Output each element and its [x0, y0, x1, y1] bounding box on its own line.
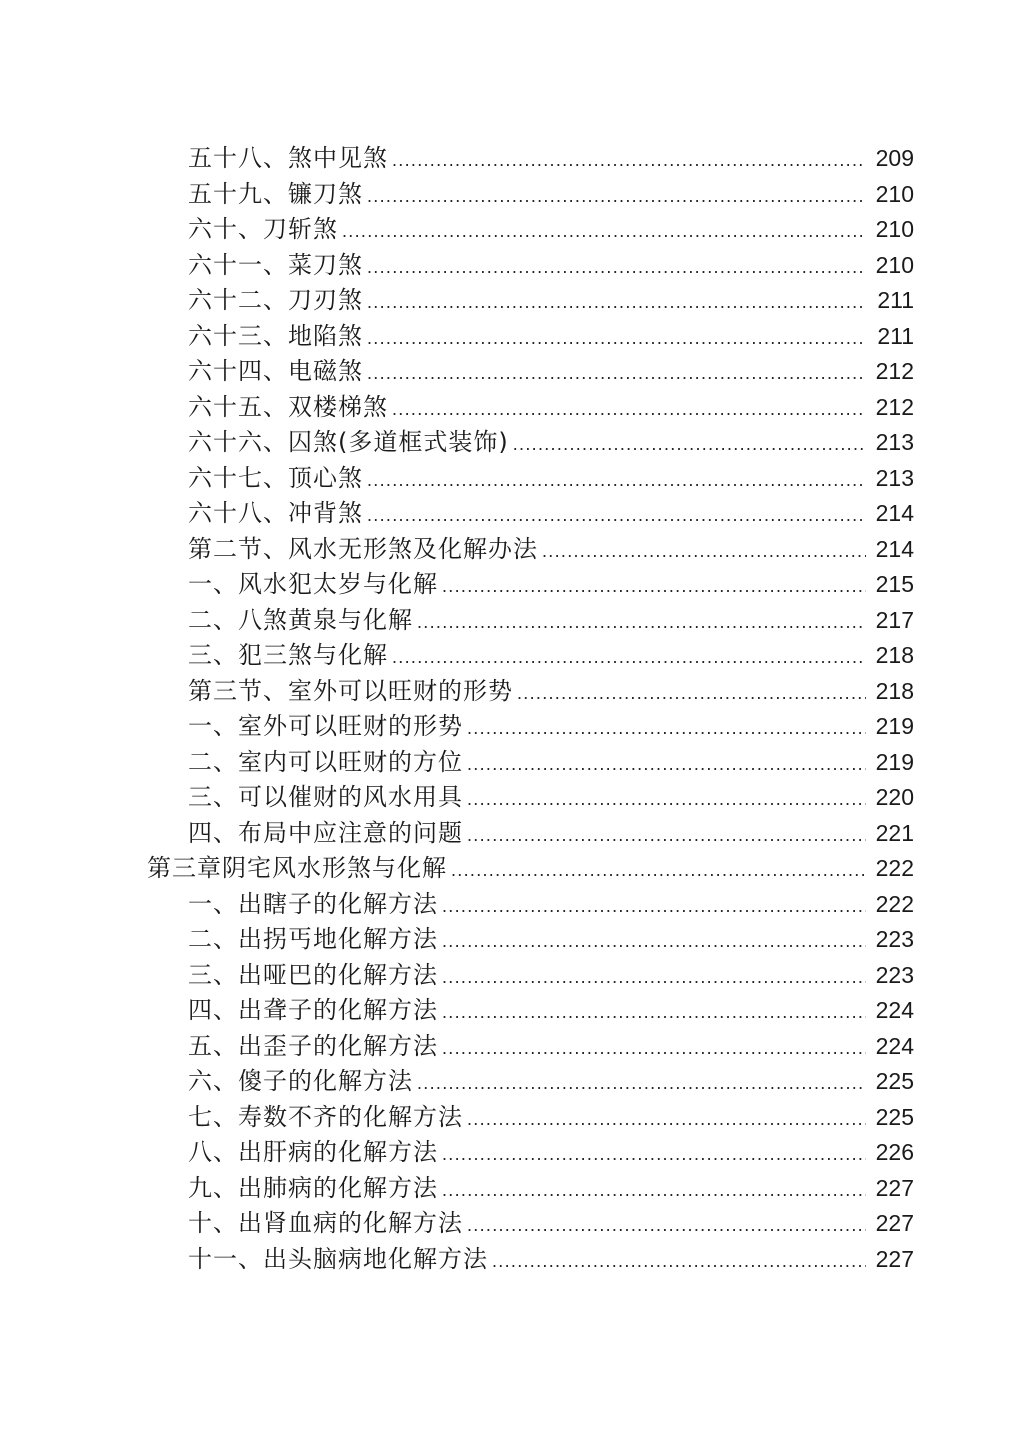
toc-entry-title: 第二节、风水无形煞及化解办法: [188, 534, 538, 563]
table-of-contents: [0, 141, 1019, 1277]
toc-dot-leader: [492, 1244, 866, 1280]
toc-entry[interactable]: [0, 1135, 1019, 1171]
toc-entry[interactable]: [0, 390, 1019, 426]
toc-entry-page: 215: [875, 571, 914, 597]
toc-entry-title: 一、室外可以旺财的形势: [188, 712, 463, 740]
toc-entry[interactable]: [0, 1206, 1019, 1242]
toc-dot-leader: [342, 214, 866, 250]
toc-dot-leader: [467, 782, 866, 818]
toc-entry-page: 225: [875, 1068, 914, 1094]
toc-dot-leader: [367, 321, 866, 357]
toc-entry-title: 九、出肺病的化解方法: [188, 1173, 438, 1202]
toc-entry-title: 一、出瞎子的化解方法: [188, 889, 438, 918]
toc-entry[interactable]: [0, 567, 1019, 603]
toc-entry-page: 221: [875, 819, 914, 846]
toc-entry[interactable]: [0, 212, 1019, 248]
toc-entry[interactable]: [0, 283, 1019, 319]
toc-entry[interactable]: [0, 461, 1019, 497]
toc-dot-leader: [467, 1102, 866, 1138]
toc-entry-title: 六十五、双楼梯煞: [188, 392, 388, 421]
toc-entry-title: 六、傻子的化解方法: [188, 1067, 413, 1095]
toc-entry-title: 六十四、电磁煞: [188, 357, 363, 385]
toc-entry-page: 213: [875, 429, 914, 455]
toc-dot-leader: [442, 889, 866, 925]
toc-entry-page: 225: [875, 1103, 914, 1130]
toc-entry[interactable]: [0, 709, 1019, 745]
toc-dot-leader: [542, 534, 866, 570]
toc-entry-page: 211: [877, 287, 914, 313]
toc-dot-leader: [517, 676, 866, 712]
toc-dot-leader: [442, 960, 866, 996]
toc-entry-title: 三、可以催财的风水用具: [188, 783, 463, 811]
toc-entry[interactable]: [0, 177, 1019, 213]
toc-chapter-entry[interactable]: [0, 851, 1019, 887]
toc-entry-page: 224: [875, 997, 914, 1023]
toc-entry-title: 一、风水犯太岁与化解: [188, 570, 438, 598]
toc-entry-title: 六十一、菜刀煞: [188, 250, 363, 279]
toc-dot-leader: [442, 1137, 866, 1173]
toc-entry-page: 214: [875, 535, 914, 562]
toc-dot-leader: [392, 640, 866, 676]
toc-dot-leader: [367, 285, 866, 321]
toc-entry-title: 六十六、囚煞(多道框式装饰): [188, 428, 509, 456]
toc-entry[interactable]: [0, 674, 1019, 710]
toc-entry-title: 四、出聋子的化解方法: [188, 996, 438, 1024]
toc-entry-page: 219: [875, 748, 914, 775]
toc-dot-leader: [417, 605, 866, 641]
toc-entry-title: 十一、出头脑病地化解方法: [188, 1244, 488, 1273]
toc-entry-title: 六十三、地陷煞: [188, 321, 363, 350]
toc-entry-page: 220: [875, 784, 914, 810]
toc-dot-leader: [442, 569, 866, 605]
toc-dot-leader: [367, 463, 866, 499]
toc-entry-page: 223: [875, 926, 914, 952]
toc-entry-page: 212: [875, 393, 914, 420]
toc-dot-leader: [392, 143, 866, 179]
toc-entry[interactable]: [0, 141, 1019, 177]
toc-entry[interactable]: [0, 248, 1019, 284]
toc-entry[interactable]: [0, 816, 1019, 852]
toc-dot-leader: [467, 747, 866, 783]
toc-dot-leader: [367, 179, 866, 215]
toc-entry-title: 六十、刀斩煞: [188, 215, 338, 243]
toc-entry-page: 210: [875, 216, 914, 242]
toc-entry-title: 七、寿数不齐的化解方法: [188, 1102, 463, 1131]
toc-entry-title: 二、八煞黄泉与化解: [188, 605, 413, 634]
toc-entry-title: 二、室内可以旺财的方位: [188, 747, 463, 776]
toc-entry-title: 六十八、冲背煞: [188, 499, 363, 527]
toc-entry[interactable]: [0, 993, 1019, 1029]
toc-entry-page: 210: [875, 251, 914, 278]
toc-dot-leader: [442, 924, 866, 960]
toc-entry[interactable]: [0, 1171, 1019, 1207]
toc-dot-leader: [451, 853, 866, 889]
toc-entry-page: 218: [875, 677, 914, 704]
toc-dot-leader: [442, 995, 866, 1031]
toc-entry[interactable]: [0, 354, 1019, 390]
toc-entry-page: 213: [875, 464, 914, 491]
toc-entry[interactable]: [0, 1242, 1019, 1278]
toc-entry[interactable]: [0, 496, 1019, 532]
toc-entry-page: 226: [875, 1139, 914, 1165]
toc-entry[interactable]: [0, 922, 1019, 958]
toc-entry-title: 第三章阴宅风水形煞与化解: [147, 854, 447, 882]
toc-entry-page: 210: [875, 180, 914, 207]
toc-entry-title: 六十二、刀刃煞: [188, 286, 363, 314]
toc-entry[interactable]: [0, 603, 1019, 639]
toc-entry-page: 211: [877, 322, 914, 349]
toc-entry-title: 三、犯三煞与化解: [188, 641, 388, 669]
toc-entry-page: 219: [875, 713, 914, 739]
toc-entry[interactable]: [0, 1064, 1019, 1100]
toc-entry-page: 224: [875, 1032, 914, 1059]
toc-entry-page: 222: [875, 855, 914, 881]
toc-entry[interactable]: [0, 425, 1019, 461]
toc-entry-page: 209: [875, 145, 914, 171]
toc-entry-page: 214: [875, 500, 914, 526]
toc-entry-page: 217: [875, 606, 914, 633]
toc-entry-title: 八、出肝病的化解方法: [188, 1138, 438, 1166]
toc-dot-leader: [513, 427, 866, 463]
toc-entry-page: 227: [875, 1245, 914, 1272]
toc-dot-leader: [467, 818, 866, 854]
toc-dot-leader: [367, 250, 866, 286]
toc-entry-title: 五十九、镰刀煞: [188, 179, 363, 208]
toc-entry-page: 227: [875, 1210, 914, 1236]
toc-entry-page: 223: [875, 961, 914, 988]
toc-entry[interactable]: [0, 1100, 1019, 1136]
toc-entry[interactable]: [0, 319, 1019, 355]
toc-dot-leader: [367, 498, 866, 534]
toc-entry-title: 第三节、室外可以旺财的形势: [188, 676, 513, 705]
toc-dot-leader: [467, 711, 866, 747]
toc-entry-page: 227: [875, 1174, 914, 1201]
toc-entry-title: 四、布局中应注意的问题: [188, 818, 463, 847]
toc-dot-leader: [417, 1066, 866, 1102]
toc-entry-title: 三、出哑巴的化解方法: [188, 960, 438, 989]
toc-dot-leader: [442, 1173, 866, 1209]
toc-entry[interactable]: [0, 887, 1019, 923]
toc-entry-title: 二、出拐丐地化解方法: [188, 925, 438, 953]
toc-entry-title: 五十八、煞中见煞: [188, 144, 388, 172]
toc-entry-title: 六十七、顶心煞: [188, 463, 363, 492]
toc-dot-leader: [467, 1208, 866, 1244]
toc-entry[interactable]: [0, 958, 1019, 994]
toc-entry-page: 212: [875, 358, 914, 384]
toc-dot-leader: [442, 1031, 866, 1067]
toc-entry[interactable]: [0, 745, 1019, 781]
toc-entry[interactable]: [0, 780, 1019, 816]
toc-entry[interactable]: [0, 638, 1019, 674]
toc-dot-leader: [367, 356, 866, 392]
toc-entry-title: 十、出肾血病的化解方法: [188, 1209, 463, 1237]
toc-entry[interactable]: [0, 1029, 1019, 1065]
toc-entry-page: 222: [875, 890, 914, 917]
toc-entry-title: 五、出歪子的化解方法: [188, 1031, 438, 1060]
toc-entry[interactable]: [0, 532, 1019, 568]
toc-entry-page: 218: [875, 642, 914, 668]
toc-dot-leader: [392, 392, 866, 428]
